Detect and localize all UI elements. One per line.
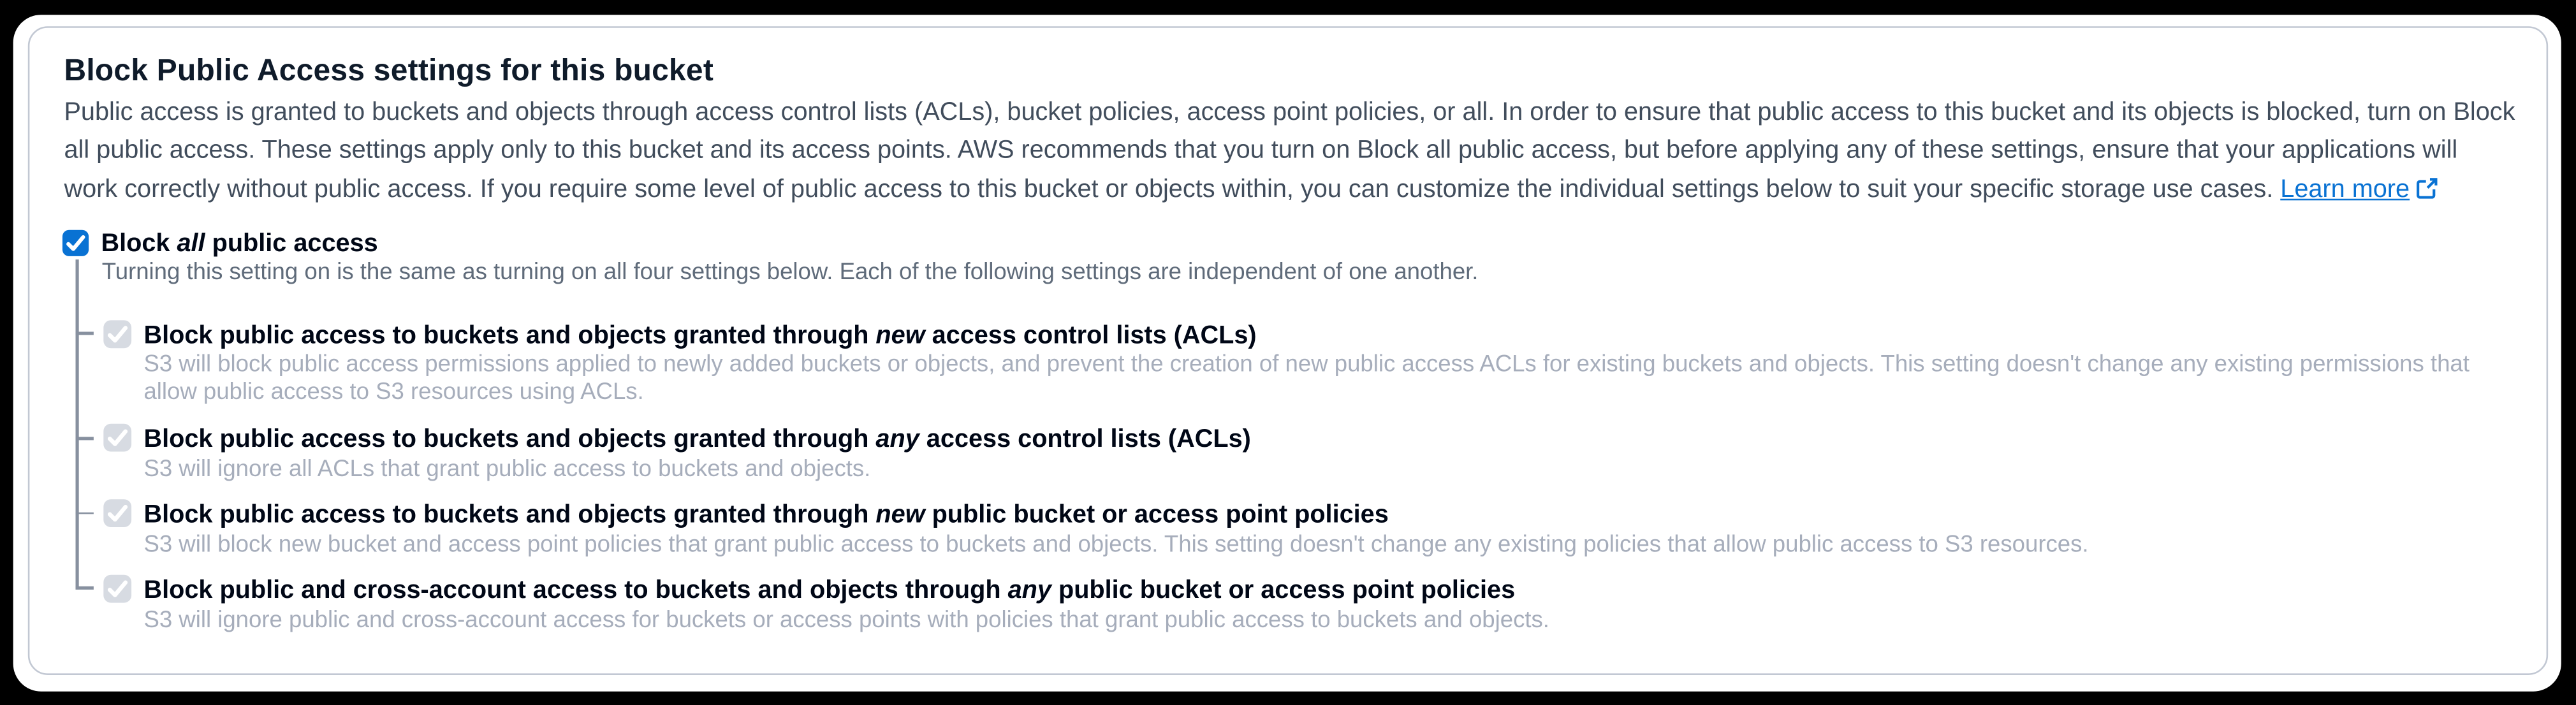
block-new-acls-description: S3 will block public access permissions applied to newly added buckets or objects, and prevent the creation of new public access ACLs for existing buckets and objects. This setting doesn't change any existing permissions that allow public access to S3 resources using ACLs.: [143, 351, 2470, 405]
label-emphasis: any: [1007, 577, 1051, 605]
block-all-public-access-label[interactable]: [101, 229, 377, 258]
panel-description: [64, 93, 2515, 210]
block-all-public-access-checkbox[interactable]: [62, 230, 88, 256]
label-prefix: Block public access to buckets and objects granted through: [143, 321, 876, 349]
checkmark-icon: [104, 499, 132, 527]
label-emphasis: any: [875, 426, 919, 454]
label-prefix: Block public access to buckets and objects granted through: [143, 501, 876, 530]
label-emphasis: all: [177, 229, 205, 258]
block-new-policies-description: S3 will block new bucket and access point policies that grant public access to buckets and objects. This setting doesn't change any existing policies that allow public access to S3 resources.: [143, 532, 2089, 559]
checkmark-icon: [104, 319, 132, 347]
label-suffix: public access: [205, 229, 378, 258]
block-new-policies-checkbox: [104, 499, 132, 527]
label-emphasis: new: [875, 501, 925, 530]
page-title: Block Public Access settings for this bucket: [64, 52, 714, 87]
checkmark-icon: [62, 230, 88, 256]
checkmark-icon: [104, 424, 132, 452]
block-new-policies-label: [143, 502, 1388, 530]
panel-description-text: Public access is granted to buckets and objects through access control lists (ACLs), bucket policies, access point policies, or all. In order to ensure that public access to this bucket and its objects is blocked, turn on Block all public access. These settings apply only to this bucket and its access points. AWS recommends that you turn on Block all public access, but before applying any of these settings, ensure that your applications will work correctly without public access. If you require some level of public access to this bucket or objects within, you can customize the individual settings below to suit your specific storage use cases.: [64, 98, 2515, 204]
label-suffix: public bucket or access point policies: [1051, 577, 1516, 605]
label-suffix: access control lists (ACLs): [919, 426, 1251, 454]
label-suffix: access control lists (ACLs): [925, 321, 1257, 349]
block-any-acls-label: [143, 426, 1250, 454]
block-any-policies-label: [143, 577, 1515, 606]
tree-connector-stub: [76, 332, 94, 335]
tree-connector-stub: [76, 437, 94, 439]
block-all-description: Turning this setting on is the same as turning on all four settings below. Each of the following settings are independent of one another.: [101, 259, 1479, 286]
label-prefix: Block public and cross-account access to buckets and objects through: [143, 577, 1008, 605]
block-new-acls-checkbox: [104, 319, 132, 347]
tree-connector-line: [76, 259, 78, 589]
learn-more-label: Learn more: [2280, 175, 2410, 204]
block-any-policies-description: S3 will ignore public and cross-account access for buckets or access points with policies that grant public access to buckets and objects.: [143, 607, 1549, 634]
label-prefix: Block: [101, 229, 177, 258]
label-suffix: public bucket or access point policies: [925, 501, 1389, 530]
learn-more-link[interactable]: [2280, 175, 2438, 203]
block-any-acls-description: S3 will ignore all ACLs that grant public access to buckets and objects.: [143, 456, 871, 483]
block-any-policies-checkbox: [104, 575, 132, 603]
tree-connector-stub: [76, 586, 94, 589]
external-link-icon: [2416, 178, 2437, 199]
label-prefix: Block public access to buckets and objects granted through: [143, 426, 876, 454]
tree-connector-stub: [76, 512, 94, 514]
checkmark-icon: [104, 575, 132, 603]
block-new-acls-label: [143, 321, 1256, 350]
label-emphasis: new: [875, 321, 925, 349]
block-any-acls-checkbox: [104, 424, 132, 452]
